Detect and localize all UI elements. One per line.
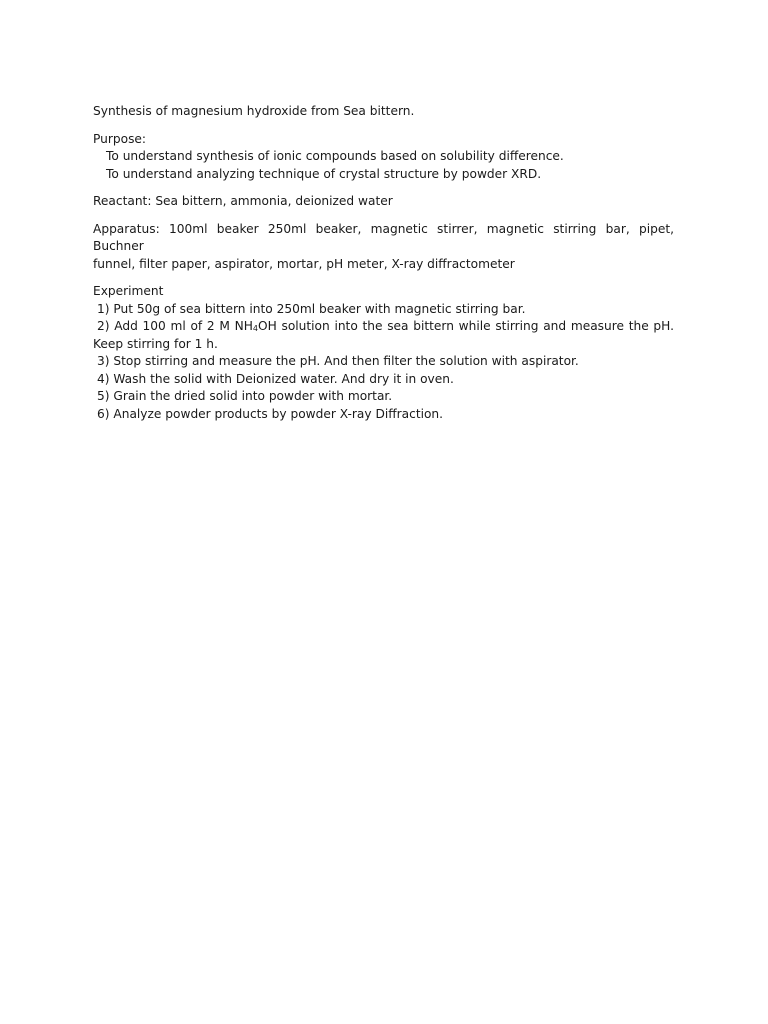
purpose-section	[93, 131, 674, 184]
step-2-subscript: 4	[252, 324, 258, 333]
experiment-step-5: 5) Grain the dried solid into powder with mortar.	[97, 389, 393, 403]
apparatus-line-1: Apparatus: 100ml beaker 250ml beaker, magnetic stirrer, magnetic stirring bar, pipet, Buchner	[93, 221, 674, 253]
document-page	[93, 103, 674, 423]
experiment-step-4: 4) Wash the solid with Deionized water. And dry it in oven.	[97, 371, 454, 386]
reactant-line: Reactant: Sea bittern, ammonia, deionized water	[93, 194, 393, 208]
experiment-step-2-continued: Keep stirring for 1 h.	[93, 336, 218, 351]
apparatus-line-2: funnel, filter paper, aspirator, mortar, pH meter, X-ray diffractometer	[93, 256, 515, 271]
experiment-step-3: 3) Stop stirring and measure the pH. And then filter the solution with aspirator.	[97, 354, 579, 368]
experiment-step-6: 6) Analyze powder products by powder X-ray Diffraction.	[97, 406, 444, 421]
purpose-heading: Purpose:	[93, 131, 147, 146]
apparatus-section	[93, 221, 674, 274]
step-2-text-before: 2) Add 100 ml of 2 M NH	[97, 319, 253, 333]
purpose-item: To understand analyzing technique of crystal structure by powder XRD.	[106, 166, 542, 181]
experiment-step-1: 1) Put 50g of sea bittern into 250ml beaker with magnetic stirring bar.	[97, 301, 526, 316]
purpose-item: To understand synthesis of ionic compounds based on solubility difference.	[106, 149, 564, 163]
step-2-text-after: OH solution into the sea bittern while stirring and measure the pH.	[258, 319, 674, 333]
experiment-step-2	[93, 318, 674, 336]
experiment-heading: Experiment	[93, 284, 164, 298]
document-title: Synthesis of magnesium hydroxide from Sea bittern.	[93, 104, 415, 118]
experiment-section	[93, 283, 674, 423]
